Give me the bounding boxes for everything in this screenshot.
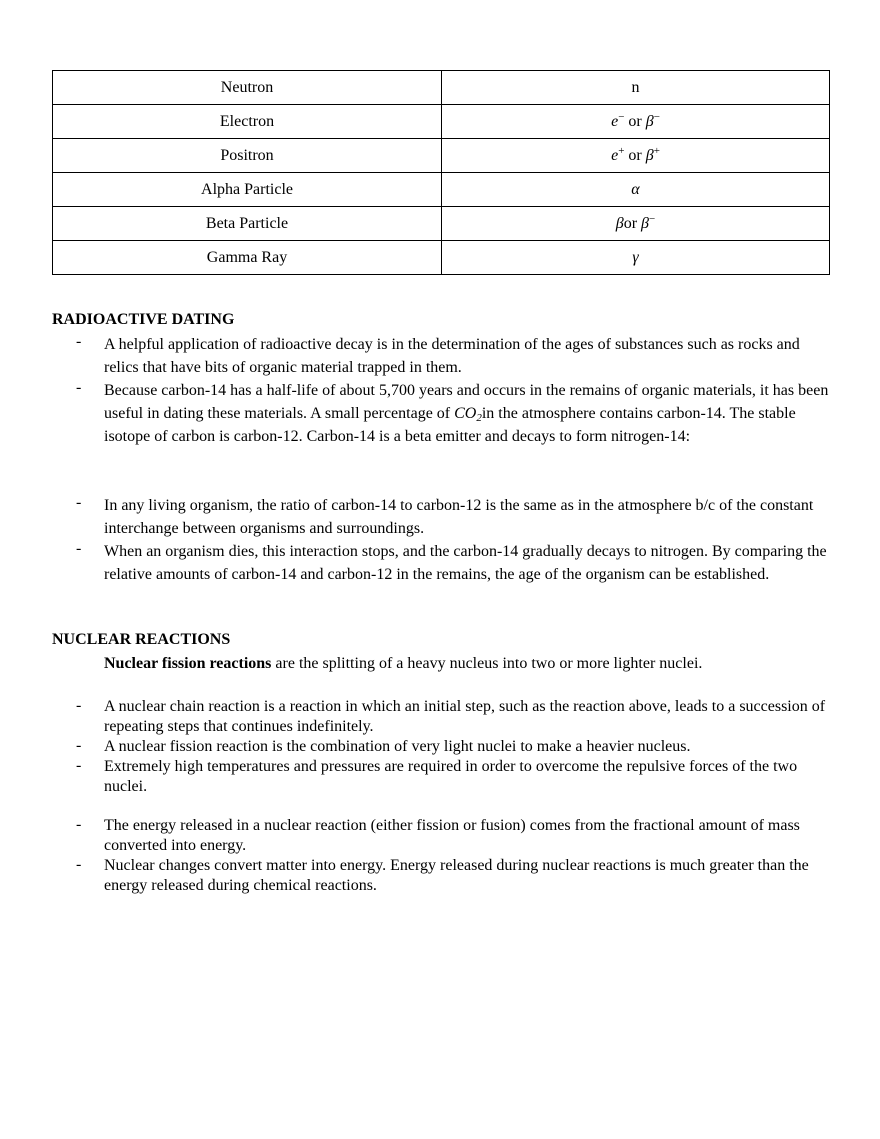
list-item-text: Extremely high temperatures and pressures are required in order to overcome the repulsive forces of the two nuclei.	[104, 758, 798, 795]
fission-definition: Nuclear fission reactions are the splitting of a heavy nucleus into two or more lighter nuclei.	[104, 655, 703, 672]
list-item-text: Because carbon-14 has a half-life of about 5,700 years and occurs in the remains of organic materials, it has been useful in dating these materials. A small percentage of $CO_2in$ the atmosphere contains carbon-14. The stable isotope of carbon is carbon-12. Carbon-14 is a beta emitter and decays to form nitrogen-14:	[104, 382, 829, 445]
list-item-text: When an organism dies, this interaction stops, and the carbon-14 gradually decays to nitrogen. By comparing the relative amounts of carbon-14 and carbon-12 in the remains, the age of the organism can be established.	[104, 543, 827, 583]
particle-name: Beta Particle	[53, 207, 442, 241]
particle-name: Gamma Ray	[53, 241, 442, 275]
list-item-text: A nuclear fission reaction is the combination of very light nuclei to make a heavier nucleus.	[104, 738, 691, 755]
particle-name: Alpha Particle	[53, 173, 442, 207]
bullet-dash: -	[76, 494, 82, 511]
particle-symbol: βor β−	[442, 207, 830, 241]
list-item-text: A nuclear chain reaction is a reaction in which an initial step, such as the reaction above, leads to a succession of repeating steps that continues indefinitely.	[104, 698, 826, 735]
bullet-dash: -	[76, 379, 82, 396]
list-item-text: The energy released in a nuclear reaction (either fission or fusion) comes from the fractional amount of mass converted into energy.	[104, 817, 800, 854]
section-heading-radioactive-dating: RADIOACTIVE DATING	[52, 311, 235, 328]
bullet-dash: -	[76, 757, 82, 774]
list-item-text: A helpful application of radioactive decay is in the determination of the ages of substances such as rocks and relics that have bits of organic material trapped in them.	[104, 336, 800, 376]
bullet-dash: -	[76, 737, 82, 754]
particle-name: Positron	[53, 139, 442, 173]
table-row	[53, 105, 830, 139]
table-row	[53, 207, 830, 241]
bullet-dash: -	[76, 816, 82, 833]
particle-symbol: α	[442, 173, 830, 207]
particle-symbol: e− or β−	[442, 105, 830, 139]
particle-name: Electron	[53, 105, 442, 139]
table-row	[53, 241, 830, 275]
list-item-text: In any living organism, the ratio of carbon-14 to carbon-12 is the same as in the atmosphere b/c of the constant interchange between organisms and surroundings.	[104, 497, 814, 537]
table-row	[53, 139, 830, 173]
table-row	[53, 71, 830, 105]
co2-formula: $CO_2$	[454, 405, 482, 424]
particle-name: Neutron	[53, 71, 442, 105]
list-item-text: Nuclear changes convert matter into energy. Energy released during nuclear reactions is much greater than the energy released during chemical reactions.	[104, 857, 809, 894]
bullet-dash: -	[76, 856, 82, 873]
particle-symbol: e+ or β+	[442, 139, 830, 173]
table-row	[53, 173, 830, 207]
bullet-dash: -	[76, 697, 82, 714]
bullet-dash: -	[76, 333, 82, 350]
particle-symbol: γ	[442, 241, 830, 275]
particle-symbol: n	[442, 71, 830, 105]
bullet-dash: -	[76, 540, 82, 557]
particle-symbol-table	[52, 70, 830, 275]
section-heading-nuclear-reactions: NUCLEAR REACTIONS	[52, 631, 231, 648]
